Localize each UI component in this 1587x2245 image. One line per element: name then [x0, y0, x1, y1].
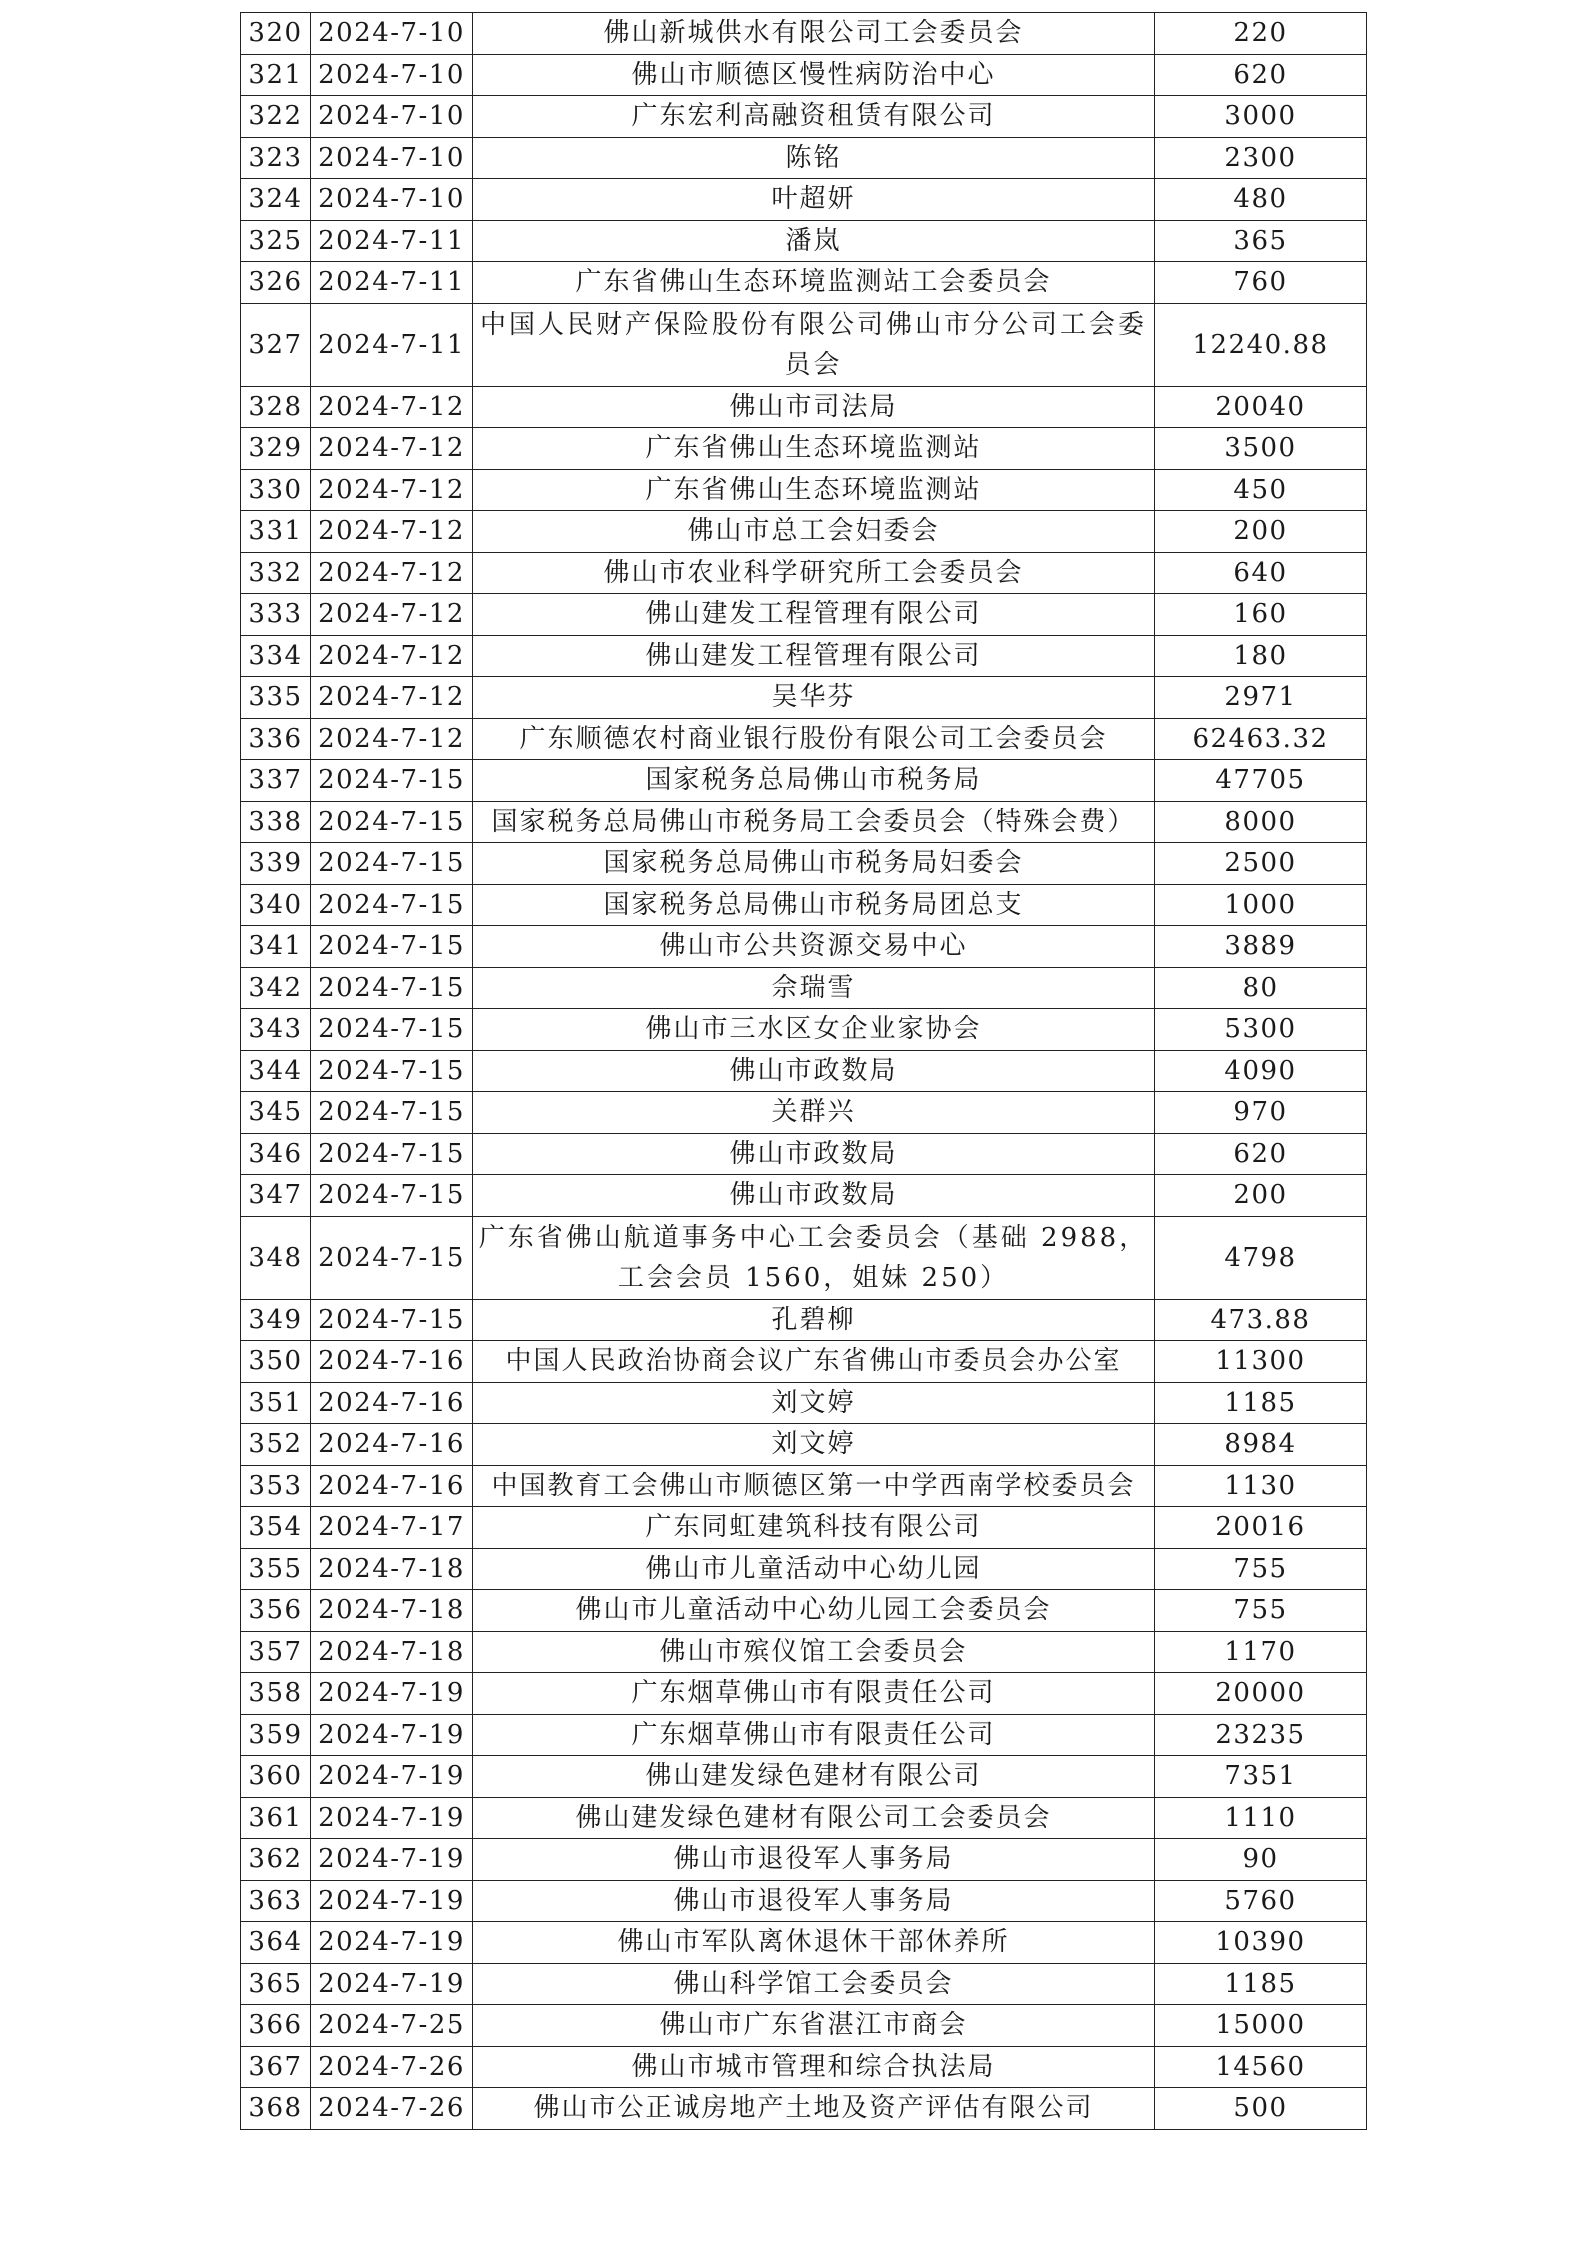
- table-row: [241, 843, 1367, 885]
- amount-cell: 8000: [1155, 801, 1367, 843]
- date-cell: 2024-7-26: [311, 2088, 473, 2130]
- table-row: [241, 1714, 1367, 1756]
- date-cell: 2024-7-12: [311, 594, 473, 636]
- row-number-cell: 347: [241, 1175, 311, 1217]
- date-cell: 2024-7-10: [311, 96, 473, 138]
- row-number-cell: 361: [241, 1797, 311, 1839]
- table-row: [241, 220, 1367, 262]
- date-cell: 2024-7-12: [311, 511, 473, 553]
- table-row: [241, 1341, 1367, 1383]
- donor-name-cell: 关群兴: [473, 1092, 1155, 1134]
- row-number-cell: 344: [241, 1050, 311, 1092]
- donor-name-cell: 佛山建发工程管理有限公司: [473, 635, 1155, 677]
- row-number-cell: 349: [241, 1299, 311, 1341]
- table-row: [241, 926, 1367, 968]
- date-cell: 2024-7-10: [311, 179, 473, 221]
- table-row: [241, 1797, 1367, 1839]
- donor-name-cell: 佘瑞雪: [473, 967, 1155, 1009]
- date-cell: 2024-7-15: [311, 760, 473, 802]
- table-row: [241, 1880, 1367, 1922]
- donor-name-cell: 国家税务总局佛山市税务局工会委员会（特殊会费）: [473, 801, 1155, 843]
- table-row: [241, 635, 1367, 677]
- donor-name-cell: 国家税务总局佛山市税务局: [473, 760, 1155, 802]
- donor-name-cell: 佛山市儿童活动中心幼儿园工会委员会: [473, 1590, 1155, 1632]
- date-cell: 2024-7-10: [311, 54, 473, 96]
- donor-name-cell: 佛山市政数局: [473, 1175, 1155, 1217]
- amount-cell: 8984: [1155, 1424, 1367, 1466]
- amount-cell: 1130: [1155, 1465, 1367, 1507]
- table-row: [241, 967, 1367, 1009]
- donor-name-cell: 广东烟草佛山市有限责任公司: [473, 1714, 1155, 1756]
- row-number-cell: 360: [241, 1756, 311, 1798]
- date-cell: 2024-7-18: [311, 1548, 473, 1590]
- date-cell: 2024-7-11: [311, 262, 473, 304]
- amount-cell: 450: [1155, 469, 1367, 511]
- date-cell: 2024-7-12: [311, 428, 473, 470]
- donor-name-cell: 佛山建发绿色建材有限公司工会委员会: [473, 1797, 1155, 1839]
- date-cell: 2024-7-15: [311, 884, 473, 926]
- date-cell: 2024-7-16: [311, 1382, 473, 1424]
- row-number-cell: 327: [241, 303, 311, 386]
- date-cell: 2024-7-16: [311, 1341, 473, 1383]
- row-number-cell: 354: [241, 1507, 311, 1549]
- row-number-cell: 357: [241, 1631, 311, 1673]
- amount-cell: 755: [1155, 1548, 1367, 1590]
- row-number-cell: 342: [241, 967, 311, 1009]
- amount-cell: 2971: [1155, 677, 1367, 719]
- donor-name-cell: 佛山市殡仪馆工会委员会: [473, 1631, 1155, 1673]
- table-row: [241, 884, 1367, 926]
- table-row: [241, 1216, 1367, 1299]
- donor-name-cell: 广东省佛山生态环境监测站: [473, 428, 1155, 470]
- donor-name-cell: 佛山建发绿色建材有限公司: [473, 1756, 1155, 1798]
- table-row: [241, 303, 1367, 386]
- date-cell: 2024-7-15: [311, 926, 473, 968]
- amount-cell: 3500: [1155, 428, 1367, 470]
- amount-cell: 755: [1155, 1590, 1367, 1632]
- amount-cell: 760: [1155, 262, 1367, 304]
- donor-name-cell: 佛山市总工会妇委会: [473, 511, 1155, 553]
- row-number-cell: 346: [241, 1133, 311, 1175]
- row-number-cell: 356: [241, 1590, 311, 1632]
- date-cell: 2024-7-15: [311, 1092, 473, 1134]
- row-number-cell: 336: [241, 718, 311, 760]
- date-cell: 2024-7-19: [311, 1922, 473, 1964]
- date-cell: 2024-7-25: [311, 2005, 473, 2047]
- table-row: [241, 2005, 1367, 2047]
- amount-cell: 1185: [1155, 1382, 1367, 1424]
- table-row: [241, 179, 1367, 221]
- table-row: [241, 1050, 1367, 1092]
- date-cell: 2024-7-12: [311, 386, 473, 428]
- amount-cell: 90: [1155, 1839, 1367, 1881]
- table-row: [241, 594, 1367, 636]
- row-number-cell: 367: [241, 2046, 311, 2088]
- row-number-cell: 339: [241, 843, 311, 885]
- amount-cell: 5300: [1155, 1009, 1367, 1051]
- table-row: [241, 2088, 1367, 2130]
- date-cell: 2024-7-16: [311, 1424, 473, 1466]
- amount-cell: 4798: [1155, 1216, 1367, 1299]
- donor-name-cell: 佛山建发工程管理有限公司: [473, 594, 1155, 636]
- row-number-cell: 362: [241, 1839, 311, 1881]
- table-row: [241, 760, 1367, 802]
- table-row: [241, 1839, 1367, 1881]
- row-number-cell: 368: [241, 2088, 311, 2130]
- date-cell: 2024-7-19: [311, 1797, 473, 1839]
- date-cell: 2024-7-19: [311, 1673, 473, 1715]
- row-number-cell: 358: [241, 1673, 311, 1715]
- table-row: [241, 1590, 1367, 1632]
- date-cell: 2024-7-15: [311, 1133, 473, 1175]
- donor-name-cell: 广东省佛山生态环境监测站: [473, 469, 1155, 511]
- donor-name-cell: 佛山市城市管理和综合执法局: [473, 2046, 1155, 2088]
- amount-cell: 2300: [1155, 137, 1367, 179]
- document-page: [240, 12, 1366, 2130]
- donor-name-cell: 广东省佛山生态环境监测站工会委员会: [473, 262, 1155, 304]
- date-cell: 2024-7-11: [311, 220, 473, 262]
- date-cell: 2024-7-16: [311, 1465, 473, 1507]
- row-number-cell: 341: [241, 926, 311, 968]
- donor-name-cell: 刘文婷: [473, 1424, 1155, 1466]
- date-cell: 2024-7-11: [311, 303, 473, 386]
- amount-cell: 15000: [1155, 2005, 1367, 2047]
- row-number-cell: 335: [241, 677, 311, 719]
- amount-cell: 640: [1155, 552, 1367, 594]
- table-row: [241, 1548, 1367, 1590]
- donor-name-cell: 中国人民财产保险股份有限公司佛山市分公司工会委员会: [473, 303, 1155, 386]
- table-row: [241, 96, 1367, 138]
- amount-cell: 20000: [1155, 1673, 1367, 1715]
- donor-name-cell: 广东省佛山航道事务中心工会委员会（基础 2988，工会会员 1560，姐妹 250）: [473, 1216, 1155, 1299]
- row-number-cell: 351: [241, 1382, 311, 1424]
- row-number-cell: 330: [241, 469, 311, 511]
- donor-name-cell: 陈铭: [473, 137, 1155, 179]
- amount-cell: 1185: [1155, 1963, 1367, 2005]
- donor-name-cell: 佛山市公共资源交易中心: [473, 926, 1155, 968]
- row-number-cell: 325: [241, 220, 311, 262]
- row-number-cell: 321: [241, 54, 311, 96]
- date-cell: 2024-7-19: [311, 1880, 473, 1922]
- date-cell: 2024-7-18: [311, 1590, 473, 1632]
- table-row: [241, 2046, 1367, 2088]
- amount-cell: 14560: [1155, 2046, 1367, 2088]
- date-cell: 2024-7-19: [311, 1963, 473, 2005]
- amount-cell: 12240.88: [1155, 303, 1367, 386]
- table-row: [241, 1963, 1367, 2005]
- donor-name-cell: 佛山市公正诚房地产土地及资产评估有限公司: [473, 2088, 1155, 2130]
- row-number-cell: 333: [241, 594, 311, 636]
- donor-name-cell: 孔碧柳: [473, 1299, 1155, 1341]
- table-row: [241, 1507, 1367, 1549]
- donor-name-cell: 佛山市农业科学研究所工会委员会: [473, 552, 1155, 594]
- amount-cell: 7351: [1155, 1756, 1367, 1798]
- amount-cell: 970: [1155, 1092, 1367, 1134]
- date-cell: 2024-7-10: [311, 137, 473, 179]
- row-number-cell: 348: [241, 1216, 311, 1299]
- row-number-cell: 337: [241, 760, 311, 802]
- row-number-cell: 324: [241, 179, 311, 221]
- donor-name-cell: 广东烟草佛山市有限责任公司: [473, 1673, 1155, 1715]
- table-row: [241, 1631, 1367, 1673]
- date-cell: 2024-7-12: [311, 677, 473, 719]
- table-row: [241, 801, 1367, 843]
- row-number-cell: 352: [241, 1424, 311, 1466]
- donor-name-cell: 叶超妍: [473, 179, 1155, 221]
- date-cell: 2024-7-19: [311, 1839, 473, 1881]
- amount-cell: 620: [1155, 54, 1367, 96]
- date-cell: 2024-7-15: [311, 1009, 473, 1051]
- amount-cell: 10390: [1155, 1922, 1367, 1964]
- row-number-cell: 332: [241, 552, 311, 594]
- row-number-cell: 343: [241, 1009, 311, 1051]
- date-cell: 2024-7-19: [311, 1714, 473, 1756]
- donor-name-cell: 佛山市顺德区慢性病防治中心: [473, 54, 1155, 96]
- donor-name-cell: 佛山科学馆工会委员会: [473, 1963, 1155, 2005]
- amount-cell: 365: [1155, 220, 1367, 262]
- donor-name-cell: 佛山市军队离休退休干部休养所: [473, 1922, 1155, 1964]
- donor-name-cell: 刘文婷: [473, 1382, 1155, 1424]
- row-number-cell: 328: [241, 386, 311, 428]
- donor-name-cell: 国家税务总局佛山市税务局妇委会: [473, 843, 1155, 885]
- donor-name-cell: 中国教育工会佛山市顺德区第一中学西南学校委员会: [473, 1465, 1155, 1507]
- donor-name-cell: 广东同虹建筑科技有限公司: [473, 1507, 1155, 1549]
- row-number-cell: 331: [241, 511, 311, 553]
- donation-table-body: [241, 13, 1367, 2130]
- table-row: [241, 1465, 1367, 1507]
- amount-cell: 200: [1155, 1175, 1367, 1217]
- date-cell: 2024-7-15: [311, 801, 473, 843]
- amount-cell: 23235: [1155, 1714, 1367, 1756]
- donor-name-cell: 佛山市退役军人事务局: [473, 1880, 1155, 1922]
- donor-name-cell: 广东顺德农村商业银行股份有限公司工会委员会: [473, 718, 1155, 760]
- amount-cell: 3000: [1155, 96, 1367, 138]
- amount-cell: 4090: [1155, 1050, 1367, 1092]
- amount-cell: 62463.32: [1155, 718, 1367, 760]
- amount-cell: 200: [1155, 511, 1367, 553]
- donor-name-cell: 佛山市三水区女企业家协会: [473, 1009, 1155, 1051]
- row-number-cell: 320: [241, 13, 311, 55]
- table-row: [241, 1382, 1367, 1424]
- table-row: [241, 1922, 1367, 1964]
- date-cell: 2024-7-18: [311, 1631, 473, 1673]
- table-row: [241, 428, 1367, 470]
- donation-table: [240, 12, 1367, 2130]
- table-row: [241, 1424, 1367, 1466]
- date-cell: 2024-7-12: [311, 718, 473, 760]
- amount-cell: 1170: [1155, 1631, 1367, 1673]
- row-number-cell: 364: [241, 1922, 311, 1964]
- date-cell: 2024-7-26: [311, 2046, 473, 2088]
- table-row: [241, 511, 1367, 553]
- donor-name-cell: 中国人民政治协商会议广东省佛山市委员会办公室: [473, 1341, 1155, 1383]
- row-number-cell: 326: [241, 262, 311, 304]
- donor-name-cell: 吴华芬: [473, 677, 1155, 719]
- amount-cell: 5760: [1155, 1880, 1367, 1922]
- donor-name-cell: 潘岚: [473, 220, 1155, 262]
- amount-cell: 473.88: [1155, 1299, 1367, 1341]
- amount-cell: 11300: [1155, 1341, 1367, 1383]
- amount-cell: 220: [1155, 13, 1367, 55]
- amount-cell: 47705: [1155, 760, 1367, 802]
- table-row: [241, 1133, 1367, 1175]
- donor-name-cell: 佛山新城供水有限公司工会委员会: [473, 13, 1155, 55]
- date-cell: 2024-7-12: [311, 552, 473, 594]
- amount-cell: 480: [1155, 179, 1367, 221]
- table-row: [241, 1299, 1367, 1341]
- date-cell: 2024-7-15: [311, 1216, 473, 1299]
- table-row: [241, 1673, 1367, 1715]
- row-number-cell: 365: [241, 1963, 311, 2005]
- date-cell: 2024-7-12: [311, 469, 473, 511]
- amount-cell: 620: [1155, 1133, 1367, 1175]
- amount-cell: 20040: [1155, 386, 1367, 428]
- donor-name-cell: 佛山市儿童活动中心幼儿园: [473, 1548, 1155, 1590]
- donor-name-cell: 佛山市司法局: [473, 386, 1155, 428]
- row-number-cell: 366: [241, 2005, 311, 2047]
- amount-cell: 160: [1155, 594, 1367, 636]
- donor-name-cell: 佛山市退役军人事务局: [473, 1839, 1155, 1881]
- date-cell: 2024-7-17: [311, 1507, 473, 1549]
- date-cell: 2024-7-12: [311, 635, 473, 677]
- amount-cell: 80: [1155, 967, 1367, 1009]
- amount-cell: 500: [1155, 2088, 1367, 2130]
- row-number-cell: 345: [241, 1092, 311, 1134]
- table-row: [241, 137, 1367, 179]
- donor-name-cell: 佛山市广东省湛江市商会: [473, 2005, 1155, 2047]
- row-number-cell: 338: [241, 801, 311, 843]
- amount-cell: 3889: [1155, 926, 1367, 968]
- date-cell: 2024-7-19: [311, 1756, 473, 1798]
- row-number-cell: 363: [241, 1880, 311, 1922]
- table-row: [241, 677, 1367, 719]
- table-row: [241, 1092, 1367, 1134]
- row-number-cell: 353: [241, 1465, 311, 1507]
- table-row: [241, 1009, 1367, 1051]
- date-cell: 2024-7-15: [311, 1299, 473, 1341]
- date-cell: 2024-7-15: [311, 1175, 473, 1217]
- table-row: [241, 54, 1367, 96]
- table-row: [241, 1756, 1367, 1798]
- table-row: [241, 552, 1367, 594]
- row-number-cell: 322: [241, 96, 311, 138]
- table-row: [241, 262, 1367, 304]
- table-row: [241, 13, 1367, 55]
- table-row: [241, 469, 1367, 511]
- row-number-cell: 329: [241, 428, 311, 470]
- date-cell: 2024-7-15: [311, 967, 473, 1009]
- row-number-cell: 323: [241, 137, 311, 179]
- table-row: [241, 386, 1367, 428]
- donor-name-cell: 佛山市政数局: [473, 1050, 1155, 1092]
- donor-name-cell: 广东宏利高融资租赁有限公司: [473, 96, 1155, 138]
- row-number-cell: 340: [241, 884, 311, 926]
- row-number-cell: 359: [241, 1714, 311, 1756]
- table-row: [241, 1175, 1367, 1217]
- donor-name-cell: 国家税务总局佛山市税务局团总支: [473, 884, 1155, 926]
- date-cell: 2024-7-15: [311, 1050, 473, 1092]
- row-number-cell: 355: [241, 1548, 311, 1590]
- donor-name-cell: 佛山市政数局: [473, 1133, 1155, 1175]
- table-row: [241, 718, 1367, 760]
- amount-cell: 1000: [1155, 884, 1367, 926]
- date-cell: 2024-7-10: [311, 13, 473, 55]
- amount-cell: 20016: [1155, 1507, 1367, 1549]
- amount-cell: 1110: [1155, 1797, 1367, 1839]
- date-cell: 2024-7-15: [311, 843, 473, 885]
- row-number-cell: 334: [241, 635, 311, 677]
- amount-cell: 180: [1155, 635, 1367, 677]
- amount-cell: 2500: [1155, 843, 1367, 885]
- row-number-cell: 350: [241, 1341, 311, 1383]
